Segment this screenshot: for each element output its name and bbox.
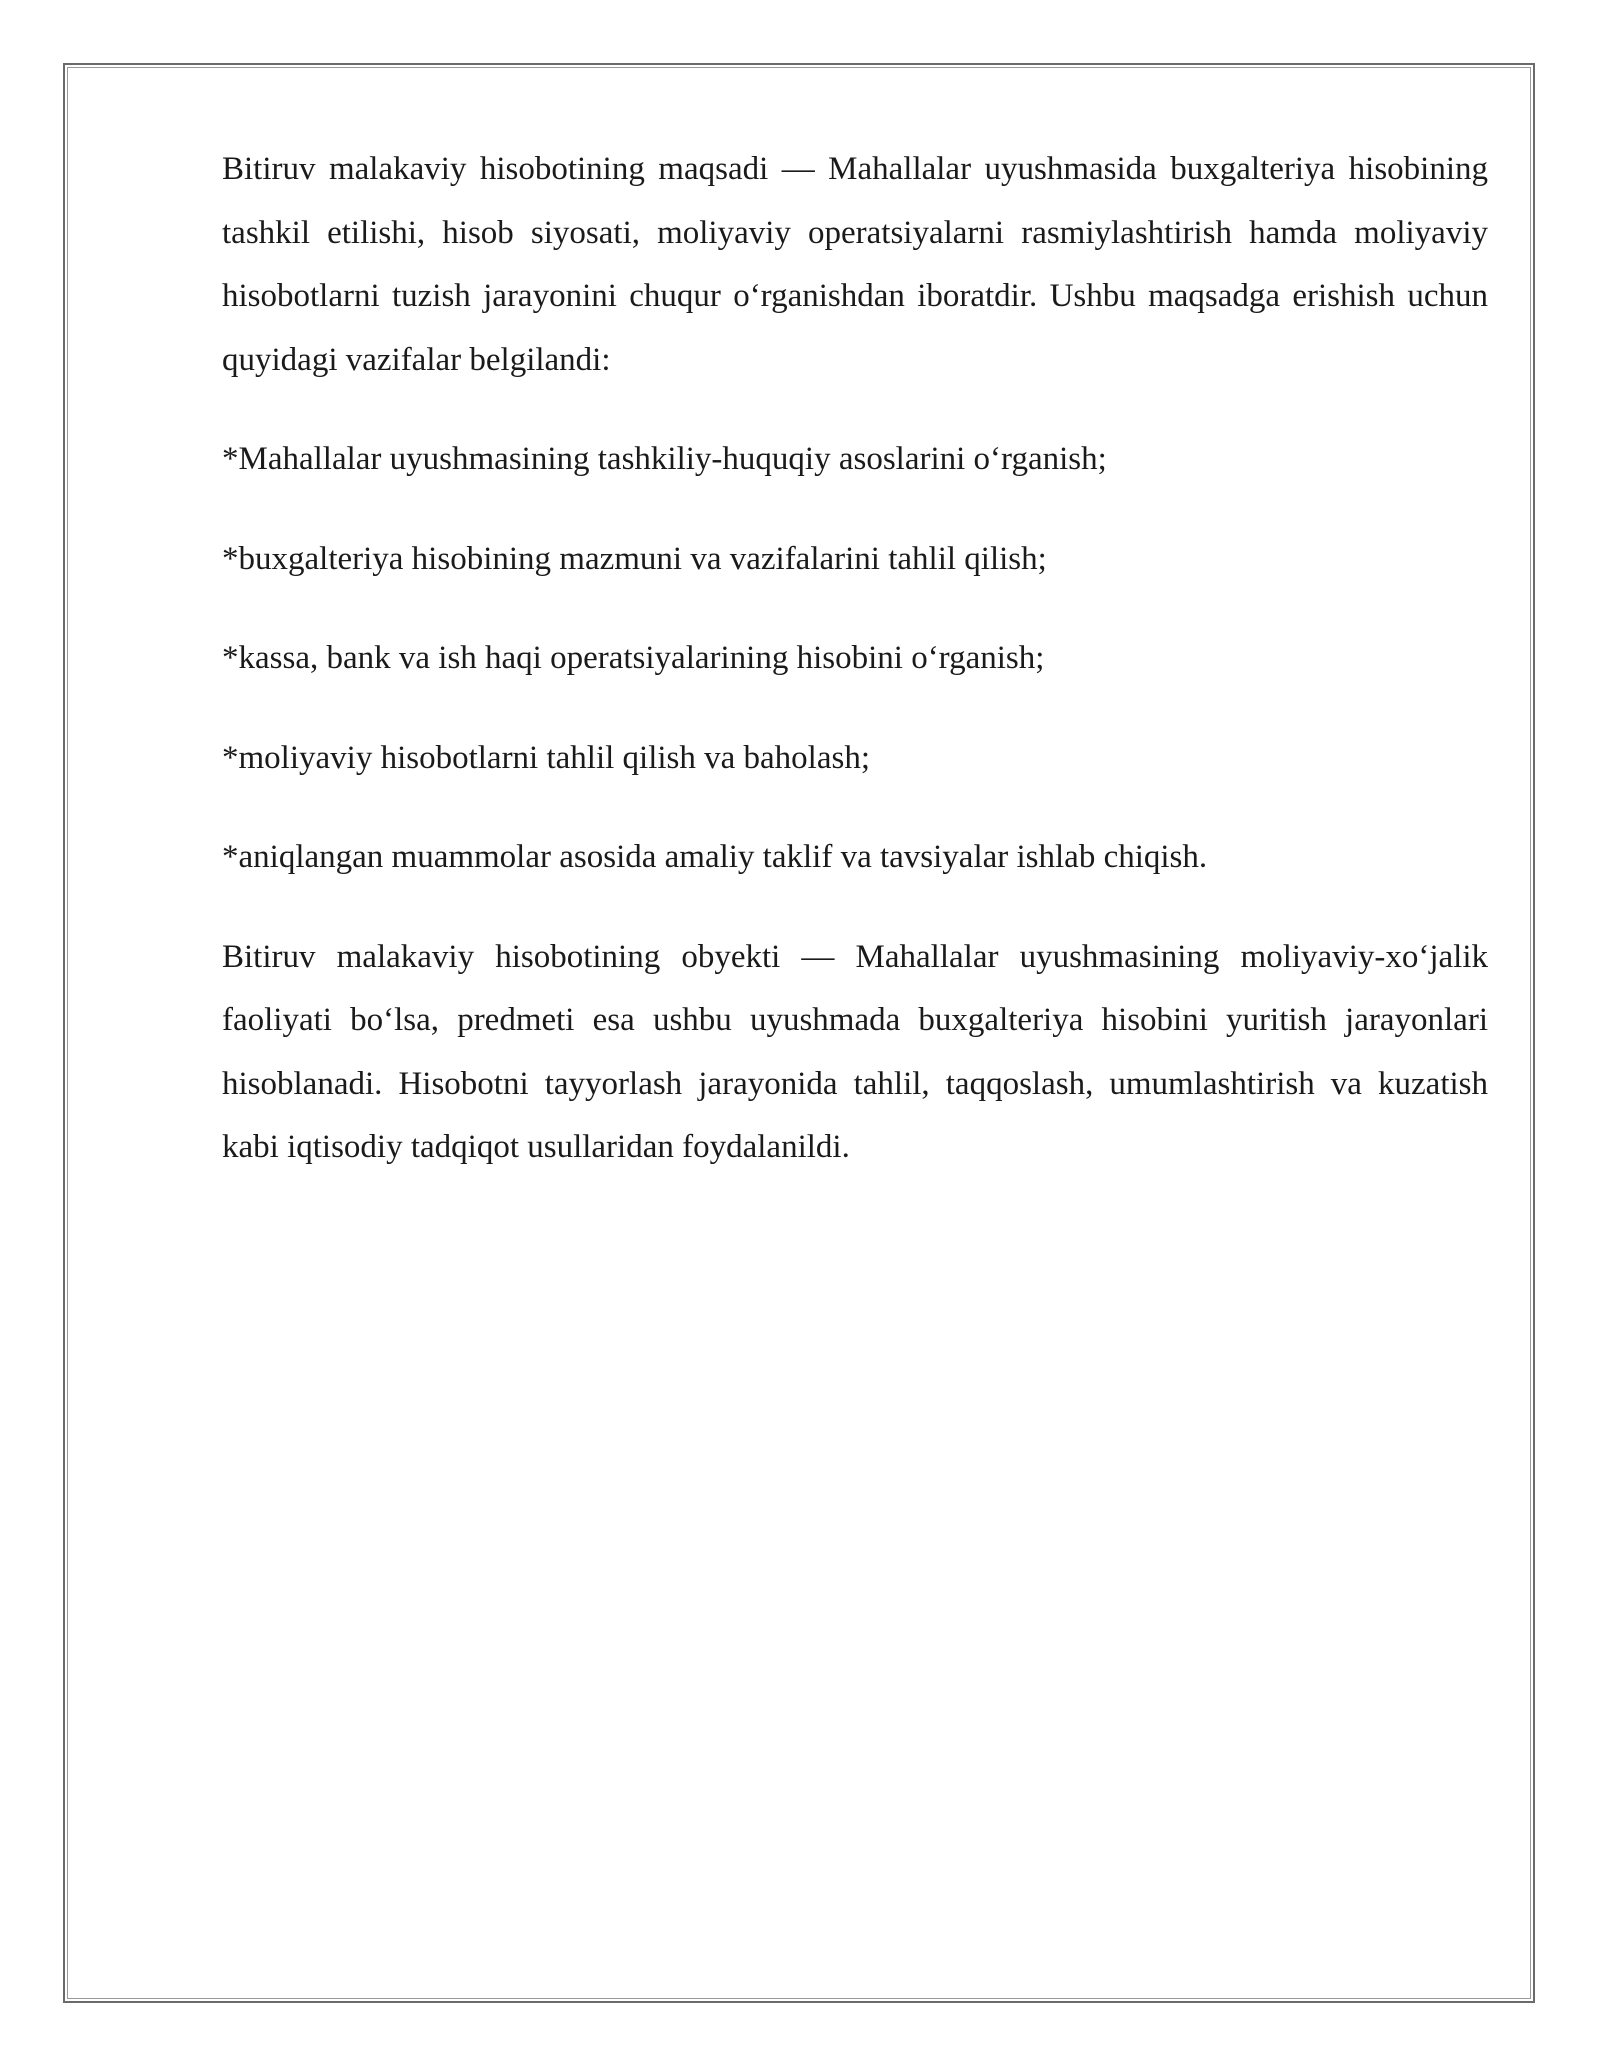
task-item: *kassa, bank va ish haqi operatsiyalarining hisobini oʻrganish; [222,640,1045,676]
document-body [222,138,1488,1180]
object-paragraph: Bitiruv malakaviy hisobotining obyekti — Mahallalar uyushmasining moliyaviy-xoʻjalik faoliyati boʻlsa, predmeti esa ushbu uyushmada buxgalteriya hisobini yuritish jarayonlari hisoblanadi. Hisobotni tayyorlash jarayonida tahlil, taqqoslash, umumlashtirish va kuzatish kabi iqtisodiy tadqiqot usullaridan foydalanildi. [222,938,1488,1165]
task-item: *moliyaviy hisobotlarni tahlil qilish va baholash; [222,739,871,776]
task-item: *Mahallalar uyushmasining tashkiliy-huquqiy asoslarini oʻrganish; [222,441,1107,477]
task-item: *buxgalteriya hisobining mazmuni va vazifalarini tahlil qilish; [222,540,1047,577]
task-list [222,428,1488,890]
intro-paragraph: Bitiruv malakaviy hisobotining maqsadi — Mahallalar uyushmasida buxgalteriya hisobining tashkil etilishi, hisob siyosati, moliyaviy operatsiyalarni rasmiylashtirish hamda moliyaviy hisobotlarni tuzish jarayonini chuqur oʻrganishdan iboratdir. Ushbu maqsadga erishish uchun quyidagi vazifalar belgilandi: [222,151,1488,378]
task-item: *aniqlangan muammolar asosida amaliy taklif va tavsiyalar ishlab chiqish. [222,839,1208,875]
